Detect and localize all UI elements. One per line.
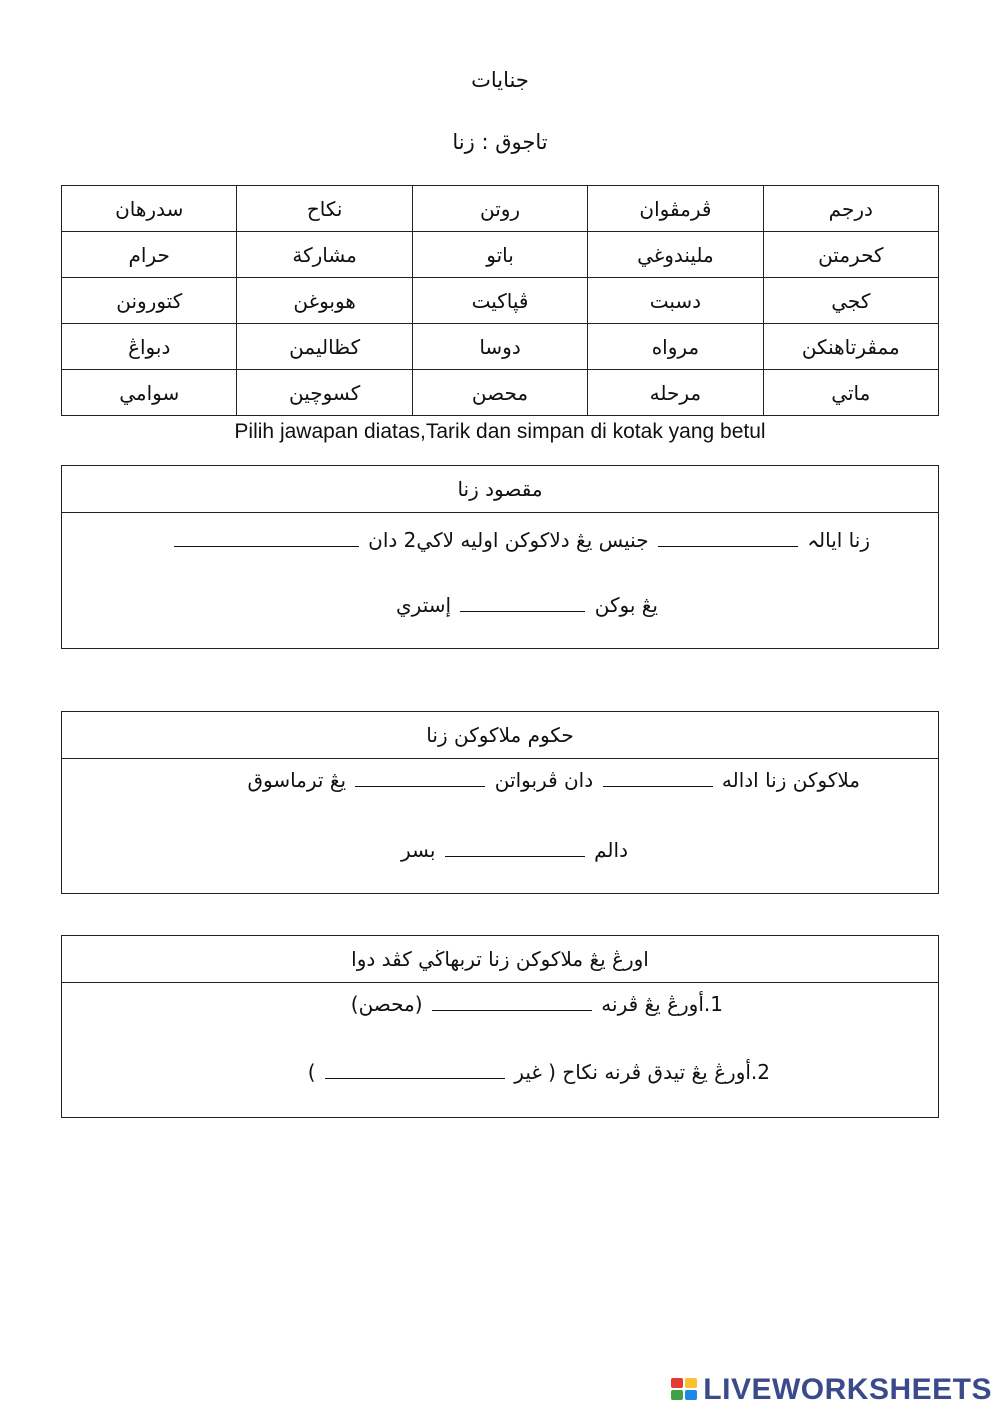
- word-bank-item[interactable]: هوبوغن: [237, 278, 412, 324]
- word-bank-item[interactable]: كتورونن: [62, 278, 237, 324]
- text-segment: ): [307, 1060, 316, 1084]
- table-row: [62, 324, 939, 370]
- logo-block: [671, 1390, 683, 1400]
- answer-blank[interactable]: [325, 1078, 505, 1079]
- word-bank-table: [61, 185, 939, 416]
- definition-heading: مقصود زنا: [62, 466, 938, 513]
- text-segment: دان ڤربواتن: [494, 768, 594, 792]
- word-bank-item[interactable]: دسبت: [588, 278, 763, 324]
- answer-blank[interactable]: [174, 546, 359, 547]
- word-bank-item[interactable]: ممڤرتاهنكن: [763, 324, 938, 370]
- logo-block: [685, 1390, 697, 1400]
- watermark-text: LIVEWORKSHEETS: [703, 1373, 992, 1406]
- table-row: [62, 278, 939, 324]
- answer-blank[interactable]: [658, 546, 798, 547]
- definition-box: [61, 465, 939, 649]
- text-segment: يڠ بوكن: [594, 593, 658, 617]
- answer-blank[interactable]: [355, 786, 485, 787]
- word-bank-item[interactable]: باتو: [412, 232, 587, 278]
- word-bank-item[interactable]: مرواه: [588, 324, 763, 370]
- liveworksheets-watermark: [671, 1373, 992, 1407]
- categories-line-2: [308, 1060, 770, 1084]
- word-bank-item[interactable]: ڤرمڤوان: [588, 186, 763, 232]
- word-bank-item[interactable]: ڤپاكيت: [412, 278, 587, 324]
- categories-line-1: [351, 992, 723, 1016]
- text-segment: 1.أورڠ يڠ ڤرنه: [601, 992, 723, 1016]
- word-bank-item[interactable]: دوسا: [412, 324, 587, 370]
- word-bank-item[interactable]: روتن: [412, 186, 587, 232]
- logo-block: [685, 1378, 697, 1388]
- text-segment: إستري: [396, 593, 452, 617]
- word-bank-item[interactable]: ماتي: [763, 370, 938, 416]
- worksheet-title: جنايات: [471, 68, 529, 92]
- ruling-box: [61, 711, 939, 894]
- table-row: [62, 370, 939, 416]
- word-bank-item[interactable]: دبواڠ: [62, 324, 237, 370]
- logo-block: [671, 1378, 683, 1388]
- text-segment: زنا ايالہ: [807, 528, 870, 552]
- word-bank-item[interactable]: مرحله: [588, 370, 763, 416]
- ruling-heading: حكوم ملاكوكن زنا: [62, 712, 938, 759]
- answer-blank[interactable]: [445, 856, 585, 857]
- answer-blank[interactable]: [460, 611, 585, 612]
- table-row: [62, 232, 939, 278]
- word-bank-item[interactable]: كحرمتن: [763, 232, 938, 278]
- word-bank-item[interactable]: كظاليمن: [237, 324, 412, 370]
- word-bank-item[interactable]: سوامي: [62, 370, 237, 416]
- ruling-line-1: [247, 768, 860, 792]
- word-bank-item[interactable]: محصن: [412, 370, 587, 416]
- table-row: [62, 186, 939, 232]
- categories-heading: اورڠ يڠ ملاكوكن زنا تربهاڬي كڤد دوا: [62, 936, 938, 983]
- word-bank-item[interactable]: كجي: [763, 278, 938, 324]
- ruling-line-2: [401, 838, 628, 862]
- text-segment: يڠ ترماسوق: [247, 768, 347, 792]
- word-bank-item[interactable]: درجم: [763, 186, 938, 232]
- worksheet-subtitle: تاجوق : زنا: [452, 130, 548, 154]
- categories-box: [61, 935, 939, 1118]
- text-segment: دالم: [594, 838, 628, 862]
- word-bank-item[interactable]: نكاح: [237, 186, 412, 232]
- word-bank-item[interactable]: مشاركة: [237, 232, 412, 278]
- text-segment: بسر: [400, 838, 436, 862]
- word-bank-item[interactable]: سدرهان: [62, 186, 237, 232]
- word-bank-item[interactable]: ملیندوغي: [588, 232, 763, 278]
- word-bank-item[interactable]: حرام: [62, 232, 237, 278]
- instruction-text: Pilih jawapan diatas,Tarik dan simpan di kotak yang betul: [234, 420, 766, 443]
- liveworksheets-logo-icon: [671, 1378, 699, 1402]
- text-segment: 2.أورڠ يڠ تيدق ڤرنه نكاح ( غير: [514, 1060, 770, 1084]
- answer-blank[interactable]: [603, 786, 713, 787]
- word-bank-item[interactable]: كسوچين: [237, 370, 412, 416]
- text-segment: ملاكوكن زنا اداله: [721, 768, 860, 792]
- text-segment: (محصن): [350, 992, 423, 1016]
- text-segment: جنيس يڠ دلاكوكن اوليه لاكي2 دان: [368, 528, 649, 552]
- definition-line-1: [171, 528, 870, 552]
- definition-line-2: [396, 593, 658, 617]
- answer-blank[interactable]: [432, 1010, 592, 1011]
